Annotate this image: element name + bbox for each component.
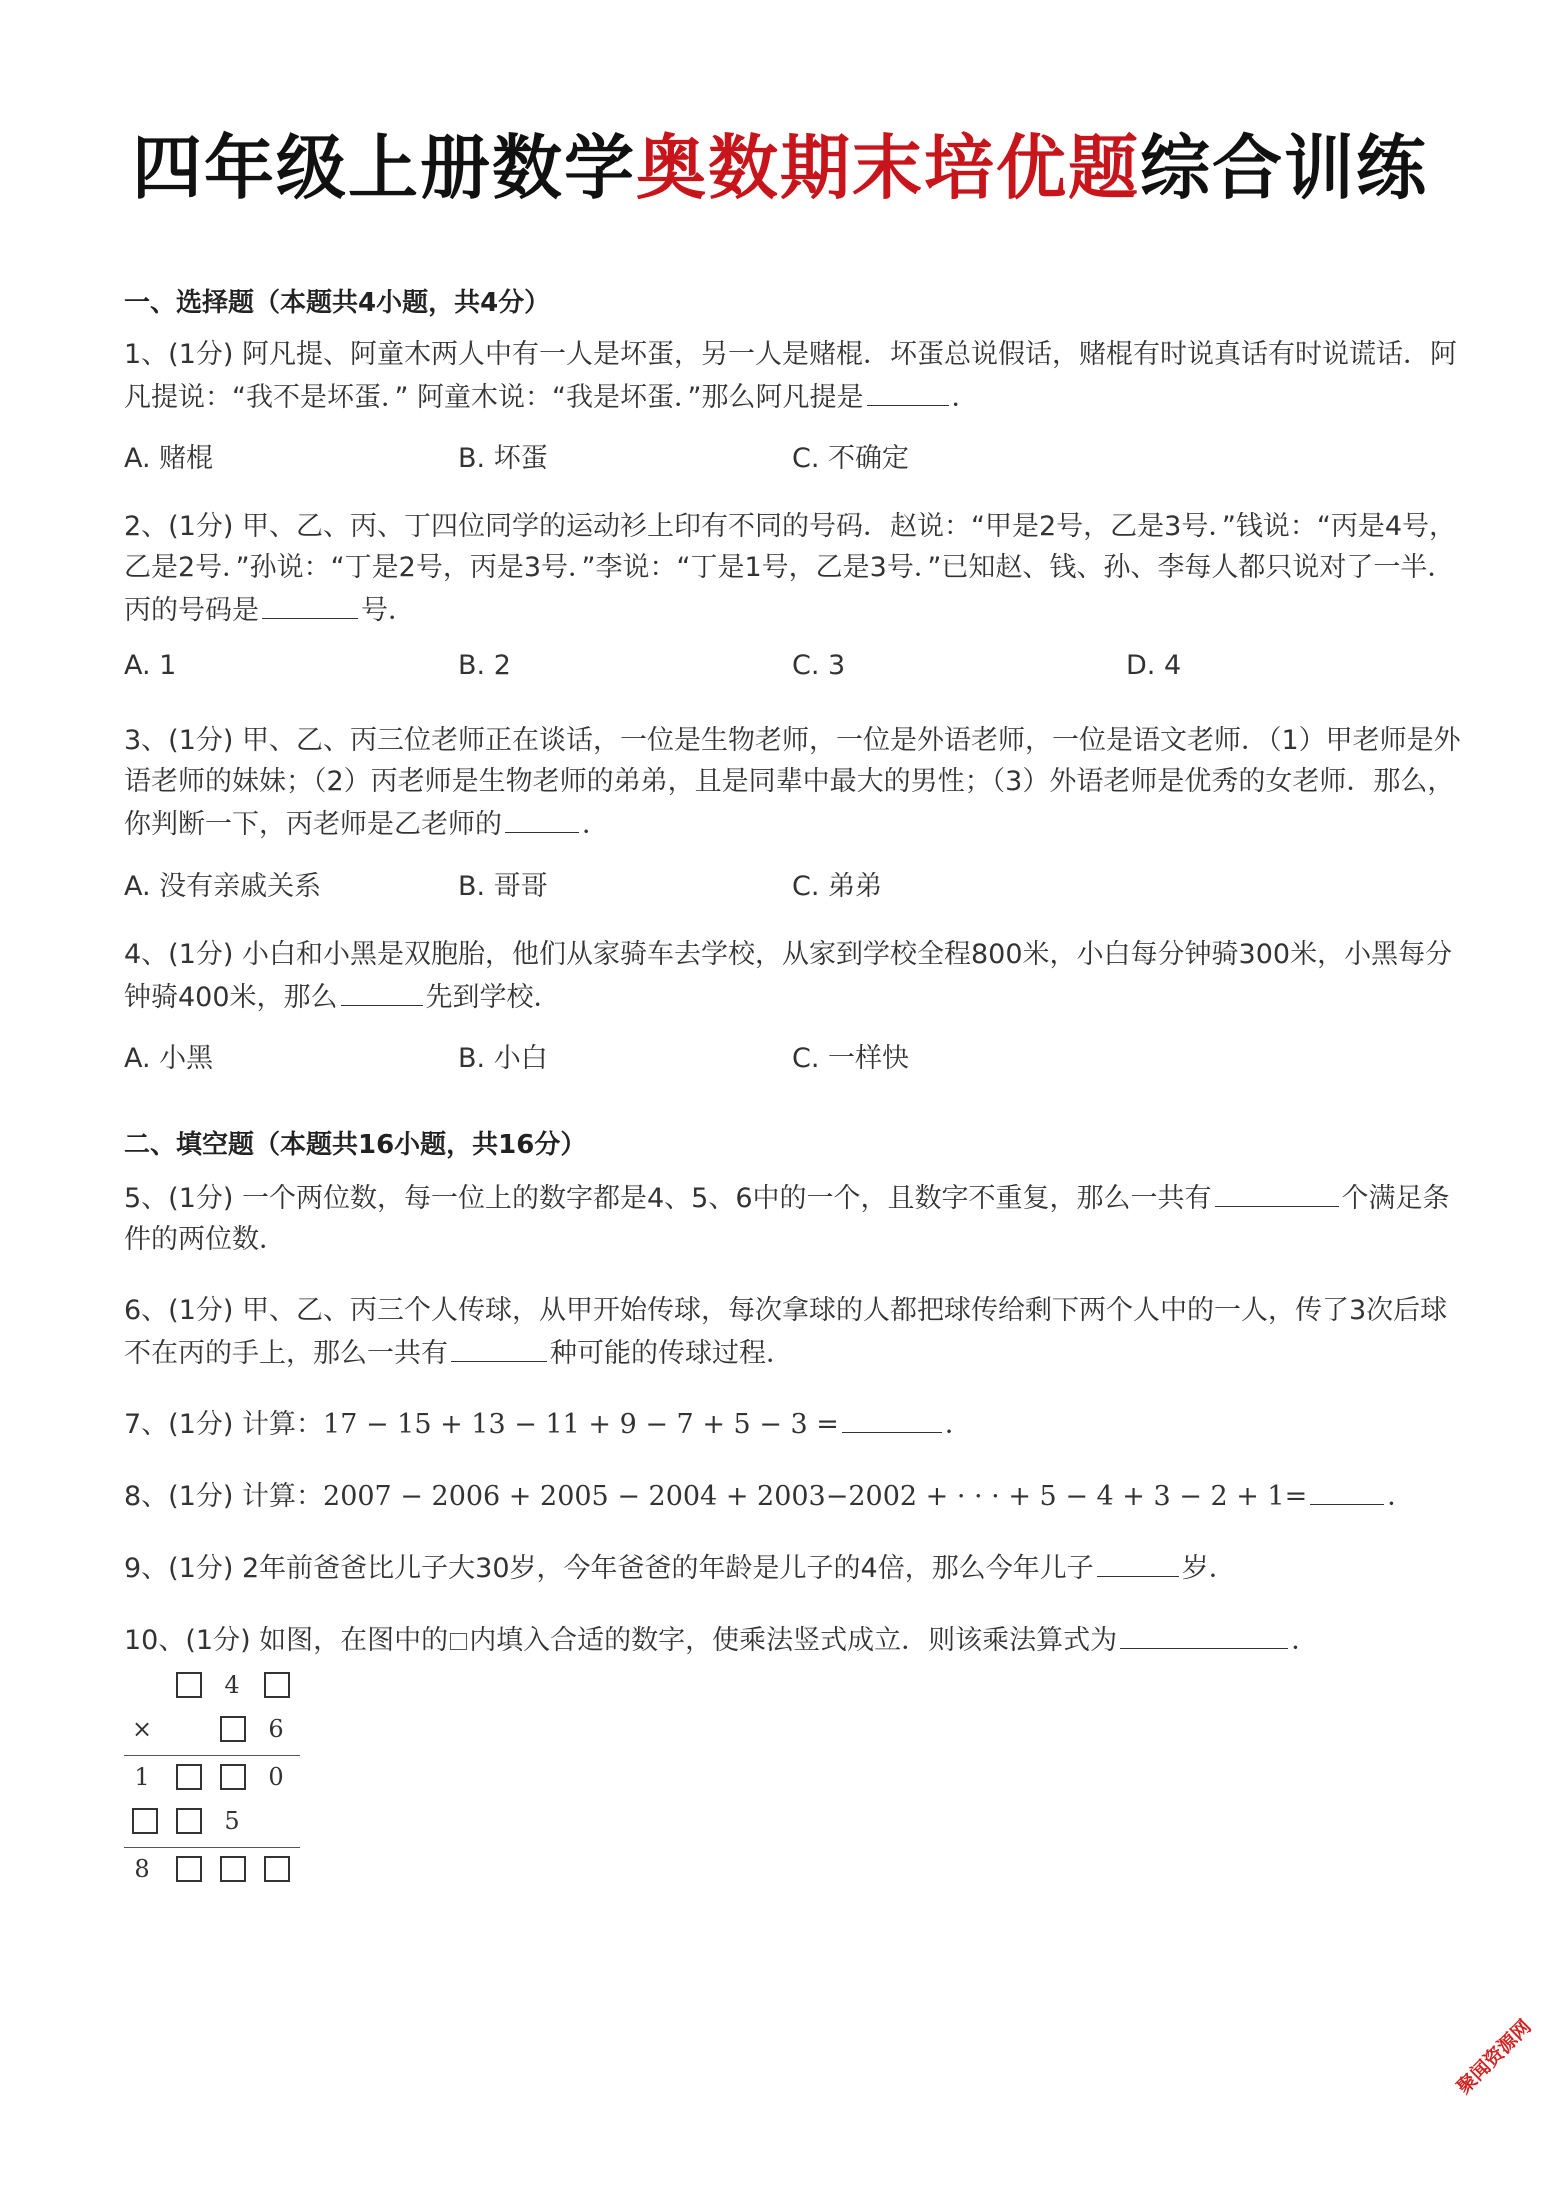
section-heading-fill: 二、填空题（本题共16小题，共16分） (124, 1130, 587, 1160)
options-q2 (124, 650, 1464, 690)
option-c: C. 一样快 (792, 1043, 910, 1074)
digit-box (264, 1856, 290, 1882)
question-text: 5、(1分) 一个两位数，每一位上的数字都是4、5、6中的一个，且数字不重复，那么一共有 (124, 1183, 1212, 1214)
option-b: B. 哥哥 (458, 871, 548, 902)
question-1 (124, 334, 1464, 418)
answer-blank (842, 1402, 942, 1433)
answer-blank (867, 375, 949, 406)
question-text: 9、(1分) 2年前爸爸比儿子大30岁，今年爸爸的年龄是儿子的4倍，那么今年儿子 (124, 1553, 1094, 1584)
multiplication-diagram (124, 1665, 324, 1895)
math-expression: 2007 − 2006 + 2005 − 2004 + 2003−2002 + · · · + 5 − 4 + 3 − 2 + 1= (323, 1481, 1308, 1512)
answer-blank (1310, 1474, 1384, 1505)
options-q1 (124, 436, 1464, 476)
option-d: D. 4 (1126, 650, 1182, 681)
question-10 (124, 1618, 1464, 1661)
question-text: 10、(1分) 如图，在图中的 (124, 1625, 449, 1656)
digit: 6 (268, 1715, 284, 1743)
question-8 (124, 1474, 1464, 1517)
digit-box (220, 1764, 246, 1790)
title-part-red: 奥数期末培优题 (636, 127, 1140, 209)
title-part-black: 四年级上册数学 (132, 127, 636, 209)
question-4 (124, 934, 1464, 1018)
answer-blank (451, 1331, 547, 1362)
digit: 8 (134, 1855, 150, 1883)
question-9 (124, 1546, 1464, 1589)
option-b: B. 坏蛋 (458, 443, 548, 474)
times-sign: × (131, 1715, 153, 1743)
question-text: 8、(1分) 计算： (124, 1481, 324, 1512)
box-symbol-icon (450, 1633, 467, 1650)
title-part-black-end: 综合训练 (1140, 127, 1428, 209)
answer-blank (262, 588, 358, 619)
question-text: 1、(1分) 阿凡提、阿童木两人中有一人是坏蛋，另一人是赌棍．坏蛋总说假话，赌棍有时说真话有时说谎话．阿凡提说：“我不是坏蛋．” 阿童木说：“我是坏蛋．”那么阿凡提是 (124, 339, 1458, 413)
question-text-end: ． (951, 382, 979, 413)
question-text-middle: 内填入合适的数字，使乘法竖式成立．则该乘法算式为 (469, 1625, 1118, 1656)
digit-box (132, 1808, 158, 1834)
question-text-end: ． (582, 809, 609, 840)
digit: 0 (268, 1763, 284, 1791)
question-text-end: 号． (361, 595, 415, 626)
options-q3 (124, 864, 1464, 904)
question-6 (124, 1290, 1464, 1374)
answer-blank (1097, 1546, 1179, 1577)
digit: 4 (224, 1671, 240, 1699)
question-text: 2、(1分) 甲、乙、丙、丁四位同学的运动衫上印有不同的号码．赵说：“甲是2号，乙是3号．”钱说：“丙是4号，乙是2号．”孙说：“丁是2号，丙是3号．”李说：“丁是1号，乙是3号．”已知赵、钱、孙、李每人都只说对了一半．丙的号码是 (124, 511, 1457, 626)
page-title (0, 112, 1560, 213)
option-c: C. 3 (792, 650, 846, 681)
watermark-logo: 聚闻资源网 (1452, 2015, 1536, 2099)
question-5 (124, 1176, 1464, 1260)
question-text-end: 先到学校． (425, 982, 561, 1013)
digit-box (176, 1764, 202, 1790)
answer-blank (505, 802, 579, 833)
answer-blank (1215, 1176, 1339, 1207)
question-text-end: ． (1291, 1625, 1319, 1656)
answer-blank (341, 975, 423, 1006)
digit-box (176, 1808, 202, 1834)
question-text: 3、(1分) 甲、乙、丙三位老师正在谈话，一位是生物老师，一位是外语老师，一位是语文老师．（1）甲老师是外语老师的妹妹；（2）丙老师是生物老师的弟弟，且是同辈中最大的男性；（3）外语老师是优秀的女老师．那么，你判断一下，丙老师是乙老师的 (124, 725, 1461, 840)
question-7 (124, 1402, 1464, 1445)
question-text-end: 种可能的传球过程． (550, 1338, 793, 1369)
question-text: 4、(1分) 小白和小黑是双胞胎，他们从家骑车去学校，从家到学校全程800米，小白每分钟骑300米，小黑每分钟骑400米，那么 (124, 939, 1453, 1013)
answer-blank (1120, 1618, 1288, 1649)
math-expression: 17 − 15 + 13 − 11 + 9 − 7 + 5 − 3 = (323, 1409, 839, 1440)
option-a: A. 赌棍 (124, 443, 214, 474)
option-a: A. 1 (124, 650, 177, 681)
question-text: 6、(1分) 甲、乙、丙三个人传球，从甲开始传球，每次拿球的人都把球传给剩下两个人中的一人，传了3次后球不在丙的手上，那么一共有 (124, 1295, 1448, 1369)
option-c: C. 不确定 (792, 443, 910, 474)
digit: 5 (224, 1807, 240, 1835)
question-text: 7、(1分) 计算： (124, 1409, 324, 1440)
divider-line (124, 1847, 300, 1848)
question-text-end: ． (944, 1409, 972, 1440)
question-text-end: 个满足条件的两位数． (124, 1183, 1450, 1255)
digit-box (176, 1672, 202, 1698)
option-b: B. 2 (458, 650, 511, 681)
digit-box (264, 1672, 290, 1698)
option-c: C. 弟弟 (792, 871, 883, 902)
question-2 (124, 506, 1464, 631)
divider-line (124, 1755, 300, 1756)
options-q4 (124, 1036, 1464, 1076)
option-a: A. 没有亲戚关系 (124, 871, 322, 902)
digit: 1 (134, 1763, 150, 1791)
digit-box (220, 1856, 246, 1882)
option-a: A. 小黑 (124, 1043, 214, 1074)
option-b: B. 小白 (458, 1043, 548, 1074)
digit-box (176, 1856, 202, 1882)
question-text-end: ． (1387, 1481, 1415, 1512)
digit-box (220, 1716, 246, 1742)
question-text-end: 岁． (1181, 1553, 1236, 1584)
section-heading-choice: 一、选择题（本题共4小题，共4分） (124, 288, 551, 318)
question-3 (124, 720, 1464, 845)
